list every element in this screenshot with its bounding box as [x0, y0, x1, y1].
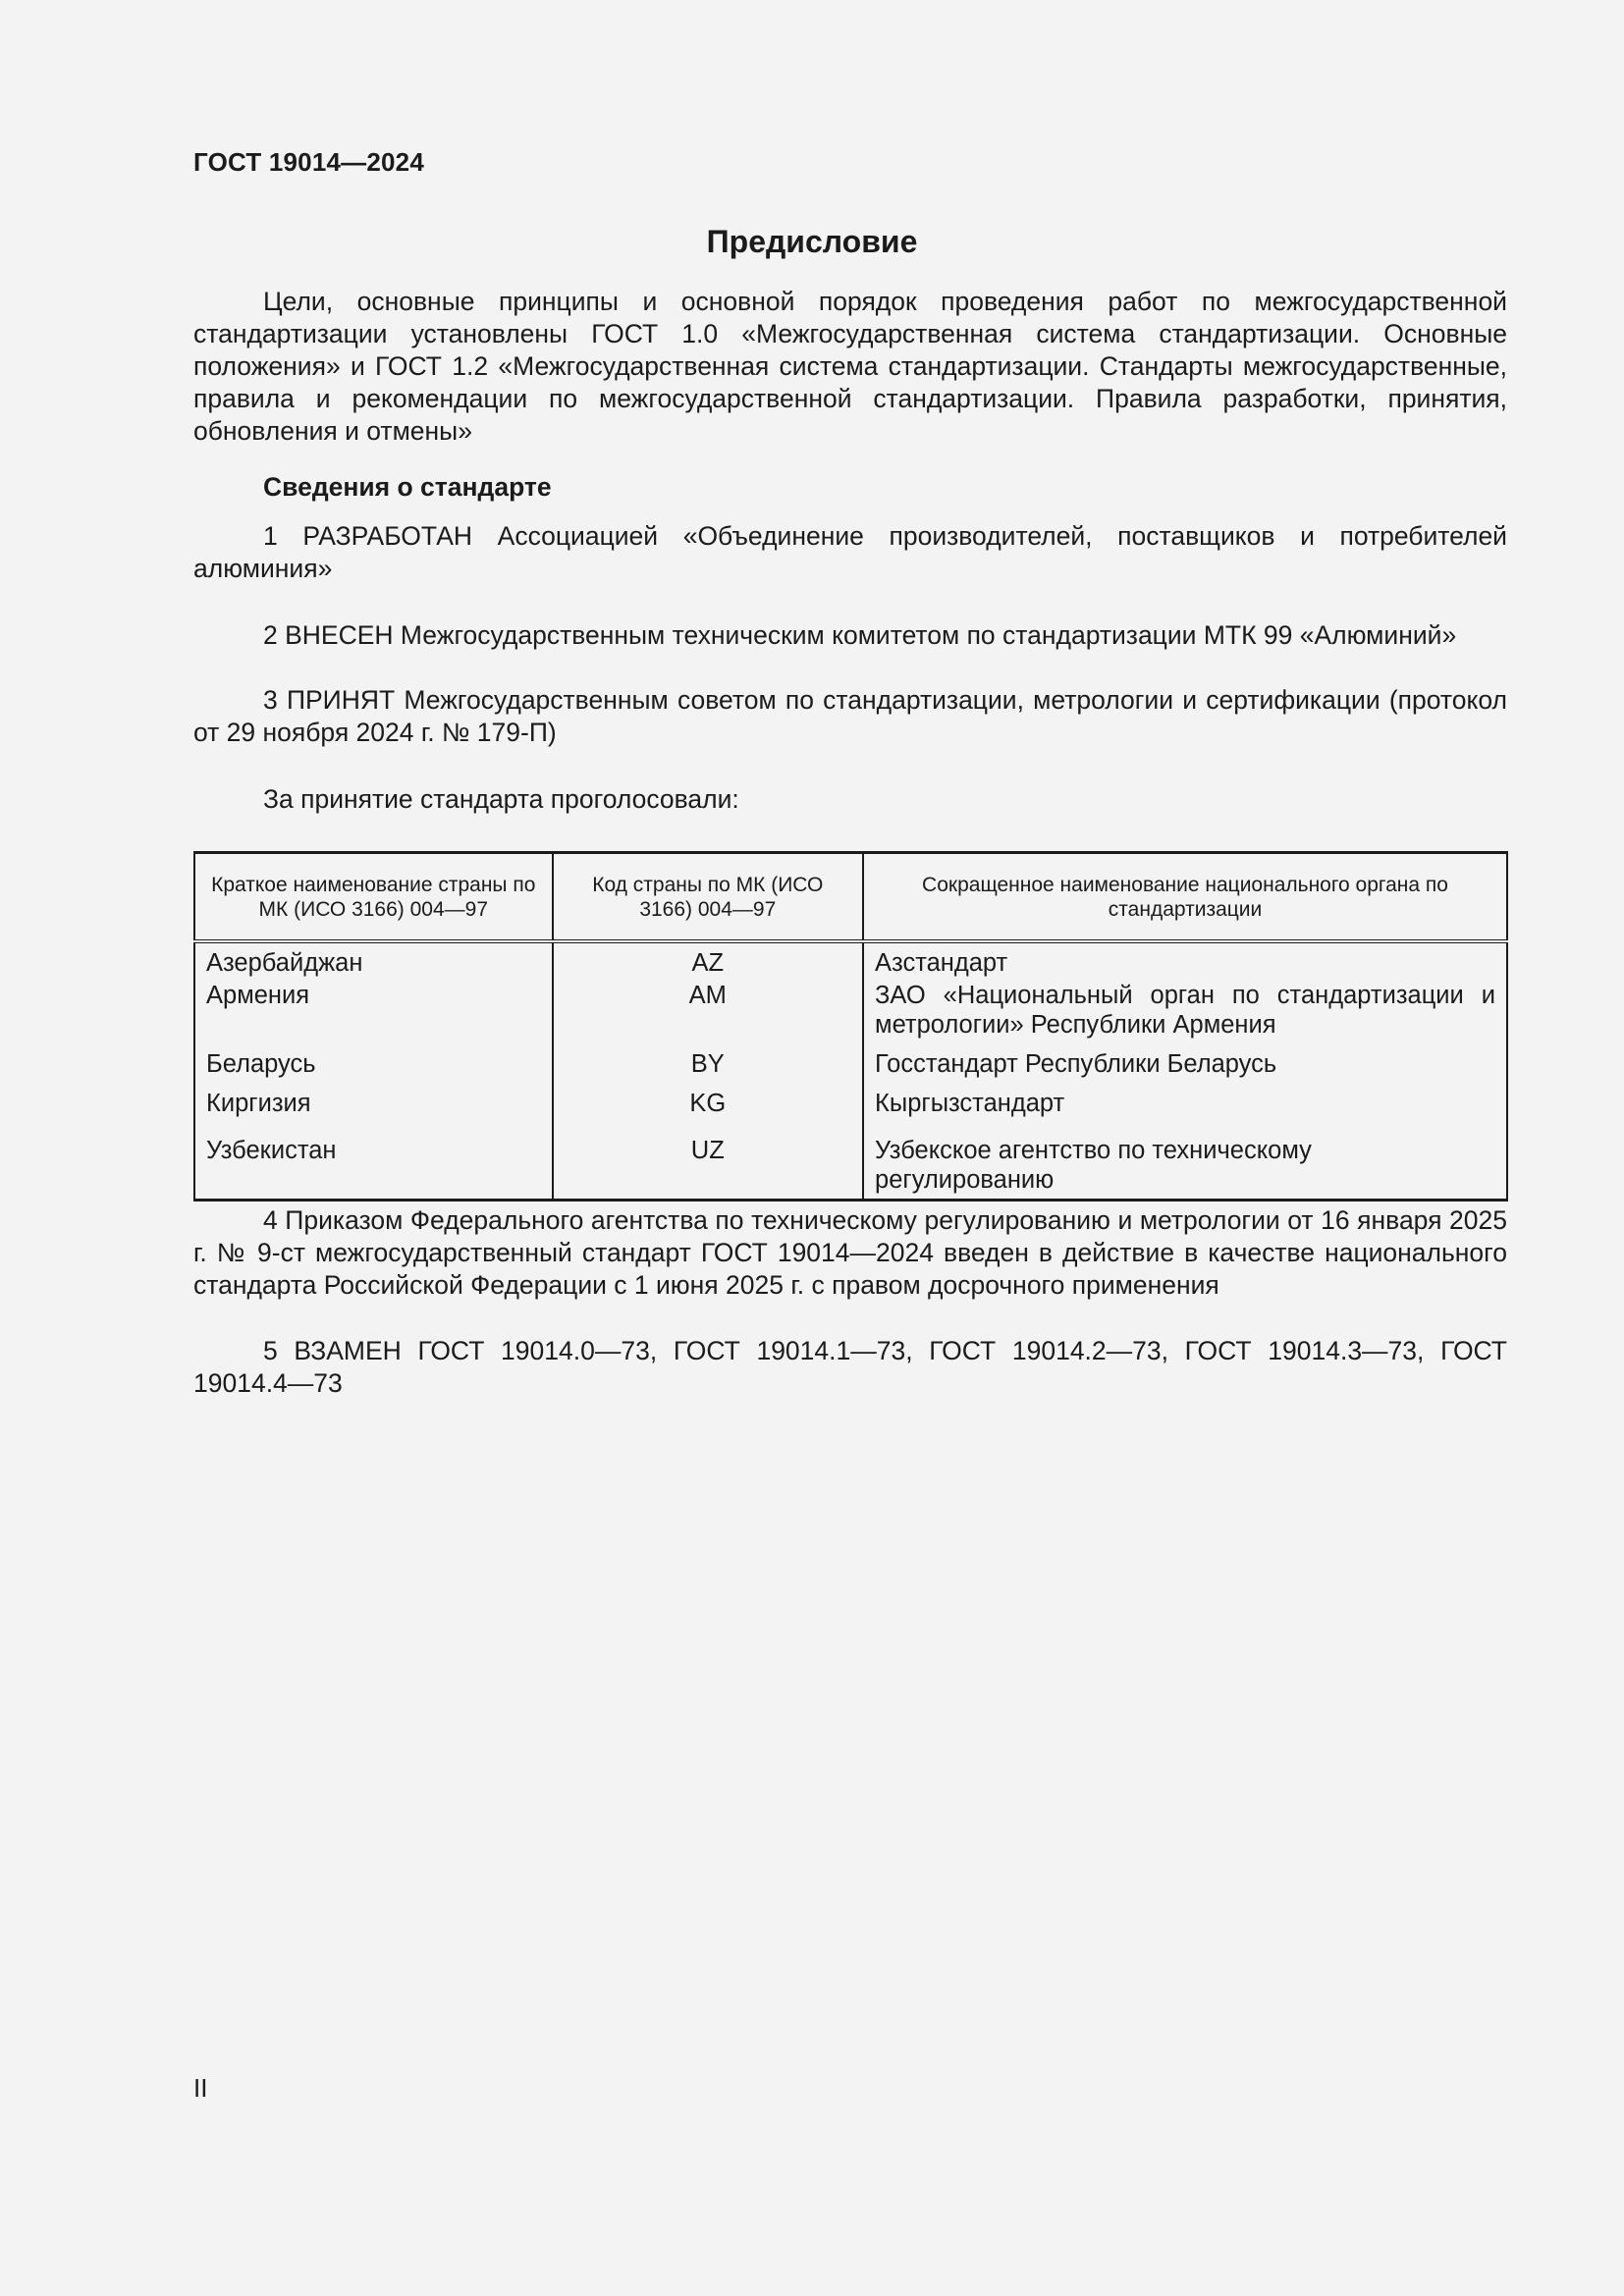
intro-paragraph: Цели, основные принципы и основной порядок проведения работ по межгосударственной стандартизации установлены ГОСТ 1.0 «Межгосударственная система стандартизации. Основные положения» и ГОСТ 1.2 «Межгосударственная система стандартизации. Стандарты межгосударственные, правила и рекомендации по межгосударственной стандартизации. Правила разработки, принятия, обновления и отмены» — [193, 287, 1507, 446]
body-cell: Кыргызстандарт — [863, 1089, 1507, 1136]
body-cell: Узбекское агентство по техническому регулированию — [863, 1136, 1507, 1201]
country-cell: Киргизия — [194, 1089, 553, 1136]
item-developed: 1 РАЗРАБОТАН Ассоциацией «Объединение производителей, поставщиков и потребителей алюминия» — [193, 521, 1507, 583]
table-row — [194, 1089, 1507, 1136]
item-submitted: 2 ВНЕСЕН Межгосударственным техническим комитетом по стандартизации МТК 99 «Алюминий» — [263, 620, 1457, 650]
code-cell: AZ — [553, 941, 863, 981]
document-code: ГОСТ 19014—2024 — [193, 147, 424, 177]
page-number: II — [193, 2073, 208, 2103]
table-row — [194, 941, 1507, 981]
header-country: Краткое наименование страны по МК (ИСО 3166) 004—97 — [194, 853, 553, 942]
table-row — [194, 981, 1507, 1049]
table-row — [194, 1136, 1507, 1201]
about-standard-heading: Сведения о стандарте — [263, 472, 552, 502]
header-code: Код страны по МК (ИСО 3166) 004—97 — [553, 853, 863, 942]
item-replaces: 5 ВЗАМЕН ГОСТ 19014.0—73, ГОСТ 19014.1—73, ГОСТ 19014.2—73, ГОСТ 19014.3—73, ГОСТ 19014.4—73 — [193, 1336, 1507, 1398]
body-cell: Госстандарт Республики Беларусь — [863, 1049, 1507, 1089]
country-cell: Армения — [194, 981, 553, 1049]
body-cell: ЗАО «Национальный орган по стандартизации и метрологии» Республики Армения — [863, 981, 1507, 1049]
code-cell: BY — [553, 1049, 863, 1089]
item-adopted: 3 ПРИНЯТ Межгосударственным советом по стандартизации, метрологии и сертификации (протокол от 29 ноября 2024 г. № 179-П) — [193, 685, 1507, 747]
item-enacted: 4 Приказом Федерального агентства по техническому регулированию и метрологии от 16 января 2025 г. № 9-ст межгосударственный стандарт ГОСТ 19014—2024 введен в действие в качестве национального стандарта Российской Федерации с 1 июня 2025 г. с правом досрочного применения — [193, 1205, 1507, 1300]
voted-label: За принятие стандарта проголосовали: — [263, 784, 739, 814]
voting-countries-table — [193, 851, 1508, 1201]
country-cell: Узбекистан — [194, 1136, 553, 1201]
country-cell: Беларусь — [194, 1049, 553, 1089]
country-cell: Азербайджан — [194, 941, 553, 981]
table-row — [194, 1049, 1507, 1089]
header-body: Сокращенное наименование национального органа по стандартизации — [863, 853, 1507, 942]
body-cell: Азстандарт — [863, 941, 1507, 981]
page-title: Предисловие — [706, 224, 918, 259]
code-cell: UZ — [553, 1136, 863, 1201]
code-cell: KG — [553, 1089, 863, 1136]
table-header-row — [194, 853, 1507, 942]
code-cell: AM — [553, 981, 863, 1049]
